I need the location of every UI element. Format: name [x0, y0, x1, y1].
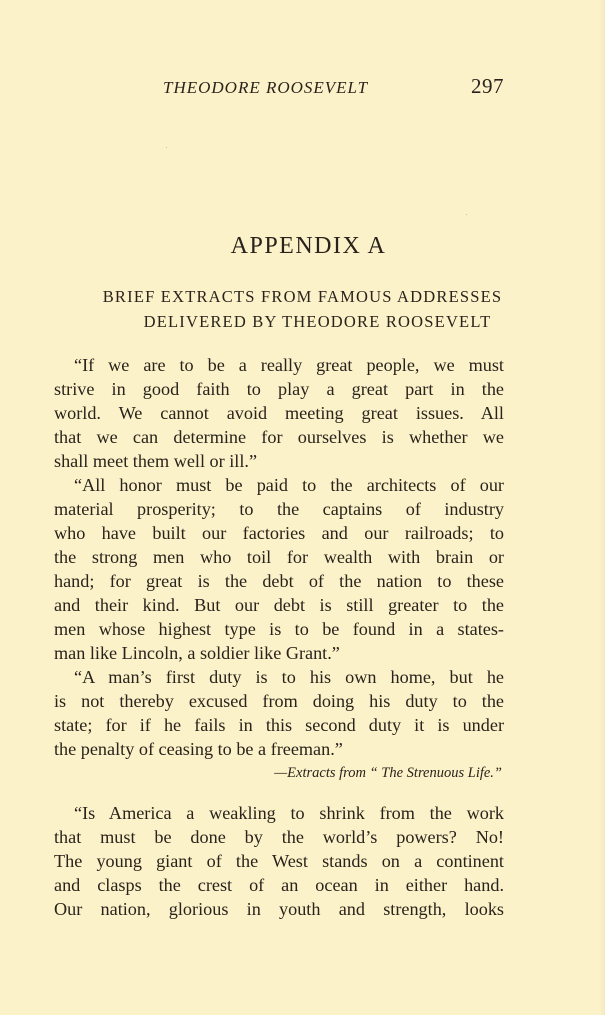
extracts-text — [54, 353, 504, 921]
paragraph-spacer — [54, 785, 504, 801]
text-line: that must be done by the world’s powers? No! — [54, 827, 504, 847]
paragraph — [54, 801, 504, 921]
text-line: is not thereby excused from doing his duty to the — [54, 691, 504, 711]
text-line: world. We cannot avoid meeting great issues. All — [54, 403, 504, 423]
text-line: “All honor must be paid to the architects of our — [74, 475, 504, 495]
paragraph — [54, 473, 504, 665]
attribution: —Extracts from “ The Strenuous Life.” — [274, 765, 502, 781]
text-line: “Is America a weakling to shrink from the work — [74, 803, 504, 823]
text-line: and clasps the crest of an ocean in either hand. — [54, 875, 504, 895]
running-head — [0, 74, 605, 100]
text-line: Our nation, glorious in youth and strength, looks — [54, 899, 504, 919]
text-line: men whose highest type is to be found in a states- — [54, 619, 504, 639]
text-line: strive in good faith to play a great part in the — [54, 379, 504, 399]
text-line: shall meet them well or ill.” — [54, 451, 258, 471]
paper-speck — [466, 214, 467, 215]
page-number: 297 — [471, 74, 504, 98]
text-line: “If we are to be a really great people, we must — [74, 355, 504, 375]
text-line: man like Lincoln, a soldier like Grant.” — [54, 643, 340, 663]
text-line: that we can determine for ourselves is whether we — [54, 427, 504, 447]
text-line: the penalty of ceasing to be a freeman.” — [54, 739, 343, 759]
running-title: THEODORE ROOSEVELT — [163, 78, 369, 97]
appendix-subtitle-line-1: BRIEF EXTRACTS FROM FAMOUS ADDRESSES — [102, 287, 503, 306]
text-line: The young giant of the West stands on a continent — [54, 851, 504, 871]
appendix-heading: APPENDIX A — [230, 233, 387, 259]
paragraph — [54, 665, 504, 761]
text-line: the strong men who toil for wealth with brain or — [54, 547, 504, 567]
text-line: “A man’s first duty is to his own home, but he — [74, 667, 504, 687]
paper-speck — [166, 147, 167, 148]
text-line: material prosperity; to the captains of industry — [54, 499, 504, 519]
appendix-subtitle-line-2: DELIVERED BY THEODORE ROOSEVELT — [143, 312, 492, 331]
text-line: hand; for great is the debt of the nation to these — [54, 571, 504, 591]
page-edge-shade — [599, 0, 605, 1015]
text-line: who have built our factories and our railroads; to — [54, 523, 504, 543]
paragraph — [54, 353, 504, 473]
text-line: state; for if he fails in this second duty it is under — [54, 715, 504, 735]
text-line: and their kind. But our debt is still greater to the — [54, 595, 504, 615]
